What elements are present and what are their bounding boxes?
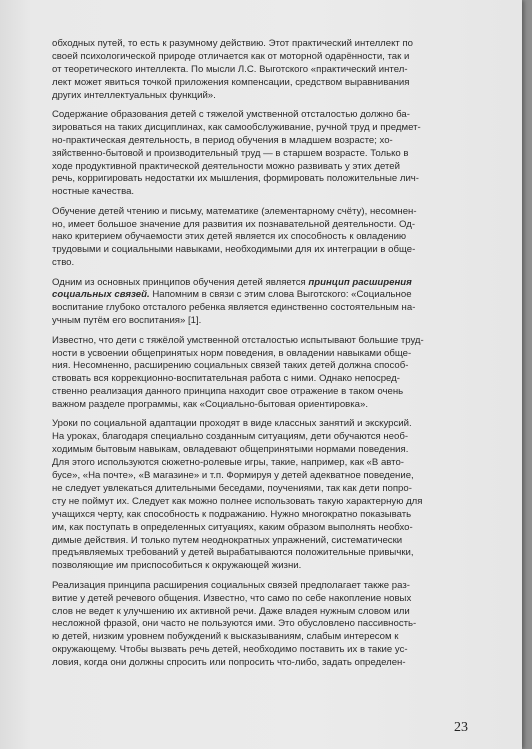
text-line: сту не поймут их. Следует как можно полнее использовать такую характерную для bbox=[52, 495, 423, 507]
text-line: ство. bbox=[52, 257, 75, 269]
text-line bbox=[52, 277, 482, 290]
text-line: несложной фразой, они часто не пользуются ими. Это обусловлено пассивность- bbox=[52, 618, 417, 630]
emphasis-term: принцип расширения bbox=[308, 276, 412, 288]
text-line: но, имеет большое значение для развития их познавательной деятельности. Од- bbox=[52, 218, 416, 230]
text-line: нако критерием обучаемости этих детей является их способность к овладению bbox=[52, 231, 407, 243]
text-line: трудовыми и социальными навыками, необходимыми для их интеграции в обще- bbox=[52, 244, 416, 256]
text-line: Реализация принципа расширения социальных связей предполагает также раз- bbox=[52, 579, 410, 591]
body-text bbox=[52, 38, 482, 676]
text-line: витие у детей речевого общения. Известно, что само по себе накопление новых bbox=[52, 592, 412, 604]
text-line: зяйственно-бытовой и производительный труд — в старшем возрасте. Только в bbox=[52, 147, 409, 159]
text-line: других интеллектуальных функций». bbox=[52, 89, 216, 101]
paragraph bbox=[52, 418, 482, 573]
text-line: Известно, что дети с тяжёлой умственной отсталостью испытывают большие труд- bbox=[52, 334, 424, 346]
text-line: Содержание образования детей с тяжелой умственной отсталостью должно ба- bbox=[52, 108, 410, 120]
text-line: речь, корригировать недостатки их мышления, формировать положительные лич- bbox=[52, 173, 419, 185]
paragraph bbox=[52, 335, 482, 412]
text-line: Обучение детей чтению и письму, математике (элементарному счёту), несомнен- bbox=[52, 205, 417, 217]
text-line: зироваться на таких дисциплинах, как самообслуживание, ручной труд и предмет- bbox=[52, 121, 421, 133]
paragraph bbox=[52, 109, 482, 199]
text-line: обходных путей, то есть к разумному действию. Этот практический интеллект по bbox=[52, 38, 414, 49]
text-line: слов не ведет к улучшению их активной речи. Даже владея нужным словом или bbox=[52, 605, 410, 617]
text-line: Уроки по социальной адаптации проходят в виде классных занятий и экскурсий. bbox=[52, 418, 412, 430]
text-line: но-практическая деятельность, в период обучения в младшем возрасте; хо- bbox=[52, 134, 393, 146]
text-line bbox=[52, 315, 482, 328]
text-line: Для этого используются сюжетно-ролевые игры, такие, например, как «В авто- bbox=[52, 457, 404, 469]
text-line: ственно реализация данного принципа находит свое отражение в таком очень bbox=[52, 386, 404, 398]
text-line: ния. Несомненно, расширению социальных связей таких детей должна способ- bbox=[52, 360, 409, 372]
text-line: ностные качества. bbox=[52, 186, 135, 198]
text-line bbox=[52, 289, 482, 302]
text-line: предъявляемых требований у детей вырабатываются положительные привычки, bbox=[52, 547, 414, 559]
text-line: важном разделе программы, как «Социально-бытовая ориентировка». bbox=[52, 399, 369, 411]
text-line: учащихся черту, как способность к подражанию. Нужно многократно показывать bbox=[52, 508, 412, 520]
text-run: учным путём его воспитания» [1]. bbox=[52, 315, 202, 327]
text-line: ходе продуктивной практической деятельности можно развивать у этих детей bbox=[52, 160, 400, 172]
text-line: не следует увлекаться длительными беседами, поучениями, так как дети попро- bbox=[52, 482, 412, 494]
text-run: Одним из основных принципов обучения детей является bbox=[52, 276, 309, 288]
text-line: ности в усвоении общепринятых норм поведения, в овладении навыками обще- bbox=[52, 347, 412, 359]
text-run: воспитание глубоко отсталого ребенка является единственно состоятельным на- bbox=[52, 302, 416, 314]
text-line: ю детей, низким уровнем побуждений к высказываниям, слабым интересом к bbox=[52, 631, 399, 643]
text-run: Напомним в связи с этим слова Выготского: «Социальное bbox=[149, 289, 412, 301]
text-line: своей психологической природе отличается как от моторной одарённости, так и bbox=[52, 50, 410, 62]
emphasis-term: социальных связей. bbox=[52, 289, 150, 301]
paragraph bbox=[52, 206, 482, 271]
text-line: На уроках, благодаря специально созданным ситуациям, дети обучаются необ- bbox=[52, 431, 409, 443]
text-line: ходимым бытовым навыкам, овладевают общепринятыми нормами поведения. bbox=[52, 444, 409, 456]
text-line: димые действия. И только путем неоднократных упражнений, систематически bbox=[52, 534, 403, 546]
text-line: от теоретического интеллекта. По мысли Л.С. Выготского «практический интел- bbox=[52, 63, 408, 75]
text-line: позволяющие им приспособиться к окружающей жизни. bbox=[52, 560, 302, 572]
paragraph bbox=[52, 580, 482, 670]
text-line: лект может явиться точкой приложения компенсации, средством выравнивания bbox=[52, 76, 410, 88]
text-line: им, как поступать в определенных ситуациях, каким образом выполнять необхо- bbox=[52, 521, 413, 533]
paragraph bbox=[52, 277, 482, 329]
text-line: бусе», «На почте», «В магазине» и т.п. Формируя у детей адекватное поведение, bbox=[52, 470, 414, 482]
text-line bbox=[52, 302, 482, 315]
text-line: ствовать вся коррекционно-воспитательная работа с ними. Однако непосред- bbox=[52, 373, 400, 385]
text-line: окружающему. Чтобы вызвать речь детей, необходимо поставить их в такие ус- bbox=[52, 644, 408, 656]
paragraph bbox=[52, 38, 482, 103]
page-number: 23 bbox=[454, 720, 468, 735]
text-line: ловия, когда они должны спросить или попросить что-либо, задать определен- bbox=[52, 657, 406, 669]
